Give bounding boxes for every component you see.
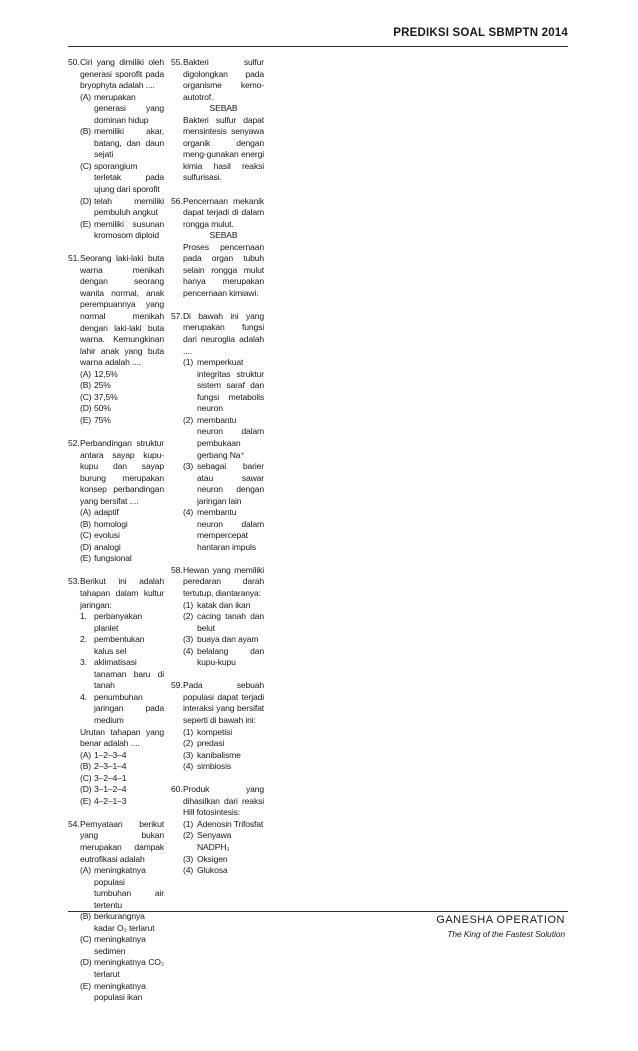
option-text: Senyawa NADPH₂ (197, 830, 232, 852)
option-label: (D) (80, 957, 92, 968)
option-label: (D) (80, 541, 92, 552)
question-spacer (171, 669, 264, 681)
option-text: belalang dan kupu-kupu (197, 645, 264, 668)
option-text: berkurangnya kadar O₂ terlarut (94, 911, 155, 933)
option-text: pembentukan kalus sel (94, 634, 145, 656)
answer-option (183, 750, 264, 762)
option-text: Oksigen (197, 853, 228, 864)
option-label: (E) (80, 414, 92, 425)
question-item (171, 57, 264, 184)
answer-option (183, 611, 264, 634)
option-label: (1) (183, 357, 194, 368)
option-text: homologi (94, 518, 128, 529)
option-label: (3) (183, 749, 194, 760)
left-column (68, 57, 164, 1004)
option-label: (B) (80, 911, 92, 922)
option-label: (E) (80, 553, 92, 564)
question-number: 55. (171, 57, 183, 67)
option-text: telah memiliki pembuluh angkut (94, 195, 164, 218)
question-item (171, 565, 264, 669)
answer-option (80, 981, 164, 1004)
answer-option (80, 415, 164, 427)
answer-option (183, 357, 264, 415)
answer-option (80, 750, 164, 762)
answer-option (183, 600, 264, 612)
question-item (68, 253, 164, 426)
question-item (171, 196, 264, 300)
option-label: (A) (80, 507, 92, 518)
option-label: 2. (80, 634, 87, 645)
option-label: (4) (183, 645, 194, 656)
option-label: (E) (80, 980, 92, 991)
option-label: (E) (80, 218, 92, 229)
option-label: (2) (183, 414, 194, 425)
question-spacer (171, 553, 264, 565)
question-number: 57. (171, 310, 183, 321)
answer-option (80, 773, 164, 785)
option-text: membantu neuron dalam pembukaan gerbang Na⁺ (197, 414, 264, 460)
question-stem: Pada sebuah populasi dapat terjadi interaksi yang bersifat seperti di bawah ini: (183, 680, 264, 725)
answer-option (80, 403, 164, 415)
option-text: membantu neuron dalam mempercepat hantaran impuls (197, 507, 264, 552)
answer-option (183, 761, 264, 773)
answer-option (183, 634, 264, 646)
option-label: (4) (183, 507, 194, 518)
option-text: memiliki susunan kromosom diploid (94, 218, 164, 241)
option-label: (1) (183, 818, 194, 829)
option-label: (B) (80, 761, 92, 772)
option-text: aklimatisasi tanaman baru di tanah (94, 657, 164, 691)
answer-option (183, 854, 264, 866)
option-label: (B) (80, 380, 92, 391)
answer-option (183, 415, 264, 461)
option-text: kompetisi (197, 726, 232, 737)
question-number: 51. (68, 253, 80, 264)
question-spacer (68, 242, 164, 254)
option-label: (C) (80, 772, 92, 783)
answer-option (80, 611, 164, 634)
option-text: memiliki akar, batang, dan daun sejati (94, 126, 164, 160)
question-number: 50. (68, 57, 80, 67)
question-spacer (171, 184, 264, 196)
option-text: 1–2–3–4 (94, 749, 127, 760)
answer-option (183, 727, 264, 739)
option-text: meningkatnya populasi tumbuhan air tertentu (94, 865, 164, 910)
option-label: (A) (80, 91, 92, 102)
option-text: Glukosa (197, 865, 228, 876)
option-label: (A) (80, 865, 92, 876)
option-text: perbanyakan planlet (94, 611, 143, 633)
question-spacer (68, 807, 164, 819)
question-spacer (171, 299, 264, 311)
question-number: 54. (68, 818, 80, 829)
answer-option (80, 911, 164, 934)
option-text: cacing tanah dan belut (197, 611, 264, 633)
option-label: (2) (183, 830, 194, 841)
answer-option (80, 92, 164, 127)
option-text: katak dan ikan (197, 599, 251, 610)
question-stem: Pernyataan berikut yang bukan merupakan dampak eutrofikasi adalah (80, 818, 164, 864)
option-label: 3. (80, 657, 87, 668)
question-number: 58. (171, 564, 183, 575)
option-label: (D) (80, 784, 92, 795)
answer-option (80, 553, 164, 565)
question-stem: Seorang laki-laki buta warna menikah dengan seorang wanita normal, anak perempuannya yang normal menikah dengan laki-laki buta warna. Kemungkinan lahir anak yang buta warna adalah .... (80, 253, 164, 368)
option-text: meningkatnya populasi ikan (94, 980, 146, 1003)
page-header-title: PREDIKSI SOAL SBMPTN 2014 (393, 27, 568, 39)
answer-option (183, 507, 264, 553)
option-text: 3–2–4–1 (94, 772, 127, 783)
question-item (68, 576, 164, 807)
option-text: merupakan generasi yang dominan hidup (94, 91, 164, 125)
option-text: analogi (94, 541, 121, 552)
option-label: (4) (183, 761, 194, 772)
footer-divider (68, 911, 568, 912)
question-stem: Produk yang dihasilkan dari reaksi Hill fotosintesis: (183, 784, 264, 818)
answer-option (80, 369, 164, 381)
option-label: (A) (80, 749, 92, 760)
answer-option (80, 865, 164, 911)
option-label: (C) (80, 160, 92, 171)
answer-option (80, 657, 164, 692)
question-reason: Bakteri sulfur dapat mensintesis senyawa organik dengan meng-gunakan energi kimia hasil reaksi sulfurisasi. (183, 114, 264, 183)
option-text: Adenosin Trifosfat (197, 818, 264, 829)
question-item (171, 680, 264, 772)
question-number: 53. (68, 576, 80, 587)
option-text: 37,5% (94, 391, 118, 402)
option-label: (4) (183, 865, 194, 876)
option-text: sebagai barier atau sawar neuron dengan jaringan lain (197, 461, 264, 506)
option-label: (C) (80, 391, 92, 402)
question-number: 60. (171, 784, 183, 795)
question-stem: Perbandingan struktur antara sayap kupu-kupu dan sayap burung merupakan konsep perbandingan yang bersifat .... (80, 437, 164, 506)
question-number: 52. (68, 437, 80, 448)
question-stem: Ciri yang dimiliki oleh generasi sporofit pada bryophyta adalah .... (80, 57, 164, 91)
answer-option (80, 380, 164, 392)
option-text: meningkatnya CO₂ terlarut (94, 957, 164, 980)
answer-option (80, 519, 164, 531)
answer-option (80, 530, 164, 542)
option-text: 50% (94, 403, 111, 414)
option-label: 4. (80, 691, 87, 702)
answer-option (183, 461, 264, 507)
option-label: (A) (80, 368, 92, 379)
option-text: 75% (94, 414, 111, 425)
question-number: 56. (171, 195, 183, 206)
question-stem: Di bawah ini yang merupakan fungsi dari neuroglia adalah .... (183, 310, 264, 356)
option-text: kanibalisme (197, 749, 241, 760)
question-item (68, 57, 164, 242)
option-text: memperkuat integritas struktur sistem saraf dan fungsi metabolis neuron (197, 357, 264, 414)
option-text: simbiosis (197, 761, 231, 772)
question-item (68, 438, 164, 565)
option-text: adaptif (94, 507, 119, 518)
answer-option (80, 957, 164, 980)
option-label: (2) (183, 738, 194, 749)
question-stem: Pencernaan mekanik dapat terjadi di dalam rongga mulut. (183, 195, 264, 229)
answer-option (80, 761, 164, 773)
option-text: 4–2–1–3 (94, 795, 127, 806)
option-label: (C) (80, 530, 92, 541)
right-column (171, 57, 264, 877)
question-spacer (68, 426, 164, 438)
answer-option (80, 634, 164, 657)
answer-option (80, 392, 164, 404)
question-reason: Proses pencernaan pada organ tubuh selain rongga mulut hanya merupakan pencernaan kimiawi. (183, 241, 264, 298)
question-spacer (68, 565, 164, 577)
option-text: meningkatnya sedimen (94, 934, 146, 956)
option-label: (B) (80, 518, 92, 529)
answer-option (183, 830, 264, 853)
question-item (171, 784, 264, 876)
option-text: 3–1–2–4 (94, 784, 127, 795)
answer-option (183, 738, 264, 750)
question-number: 59. (171, 680, 183, 691)
answer-option (80, 161, 164, 196)
option-label: (D) (80, 403, 92, 414)
option-label: (C) (80, 934, 92, 945)
option-text: 12,5% (94, 368, 118, 379)
sebab-label: SEBAB (209, 103, 238, 114)
question-spacer (171, 773, 264, 785)
answer-option (80, 796, 164, 808)
option-text: fungsional (94, 553, 132, 564)
answer-option (183, 819, 264, 831)
option-text: 2–3–1–4 (94, 761, 127, 772)
option-label: (D) (80, 195, 92, 206)
option-text: sporangium terletak pada ujung dari sporofit (94, 160, 164, 195)
sebab-label: SEBAB (209, 230, 238, 241)
question-stem: Berikut ini adalah tahapan dalam kultur jaringan: (80, 576, 164, 610)
answer-option (80, 507, 164, 519)
option-label: (B) (80, 126, 92, 137)
option-label: (2) (183, 611, 194, 622)
option-text: 25% (94, 380, 111, 391)
option-text: predasi (197, 738, 225, 749)
answer-option (80, 219, 164, 242)
question-stem: Bakteri sulfur digolongkan pada organisme kemo-autotrof. (183, 57, 264, 102)
question-prompt: Urutan tahapan yang benar adalah .... (80, 726, 164, 749)
answer-option (183, 865, 264, 877)
option-text: buaya dan ayam (197, 634, 259, 645)
option-label: 1. (80, 611, 87, 622)
option-text: penumbuhan jaringan pada medium (94, 691, 164, 726)
answer-option (80, 542, 164, 554)
answer-option (80, 934, 164, 957)
option-label: (E) (80, 795, 92, 806)
option-label: (3) (183, 634, 194, 645)
question-stem: Hewan yang memiliki peredaran darah tertutup, diantaranya: (183, 564, 264, 599)
footer-brand: GANESHA OPERATION (436, 914, 565, 926)
option-label: (3) (183, 461, 194, 472)
footer-tagline: The King of the Fastest Solution (447, 929, 565, 939)
option-label: (3) (183, 853, 194, 864)
answer-option (183, 646, 264, 669)
answer-option (80, 126, 164, 161)
answer-option (80, 196, 164, 219)
option-text: evolusi (94, 530, 120, 541)
answer-option (80, 692, 164, 727)
option-label: (1) (183, 599, 194, 610)
header-divider (68, 46, 568, 47)
question-item (171, 311, 264, 553)
option-label: (1) (183, 726, 194, 737)
answer-option (80, 784, 164, 796)
